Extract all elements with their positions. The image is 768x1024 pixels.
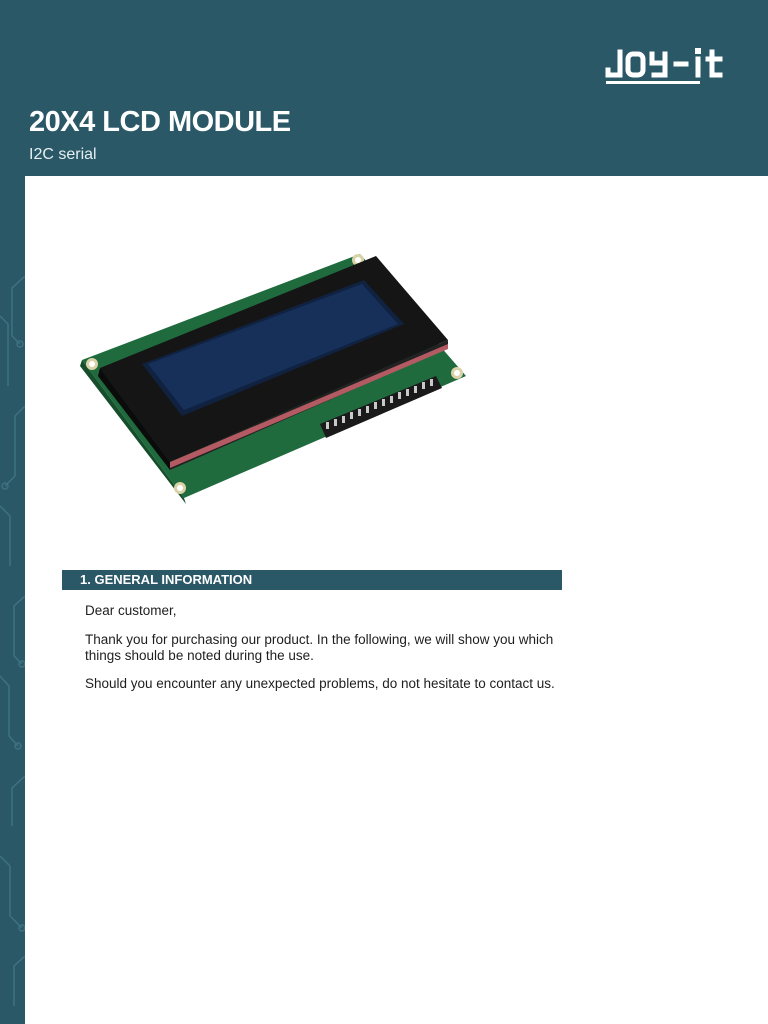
document-title: 20X4 LCD MODULE xyxy=(29,106,291,138)
circuit-pattern-icon xyxy=(0,176,25,1024)
lcd-module-photo-icon xyxy=(74,248,474,504)
contact-paragraph: Should you encounter any unexpected problems, do not hesitate to contact us. xyxy=(85,676,555,691)
header-banner xyxy=(0,0,768,176)
joy-it-logo-icon xyxy=(604,42,742,88)
greeting-paragraph: Dear customer, xyxy=(85,603,177,618)
decorative-circuit-sidebar xyxy=(0,176,25,1024)
section-heading-general-information: 1. GENERAL INFORMATION xyxy=(62,570,562,590)
intro-paragraph: Thank you for purchasing our product. In the following, we will show you which things should be noted during the use. xyxy=(85,632,554,663)
document-subtitle: I2C serial xyxy=(29,146,97,163)
